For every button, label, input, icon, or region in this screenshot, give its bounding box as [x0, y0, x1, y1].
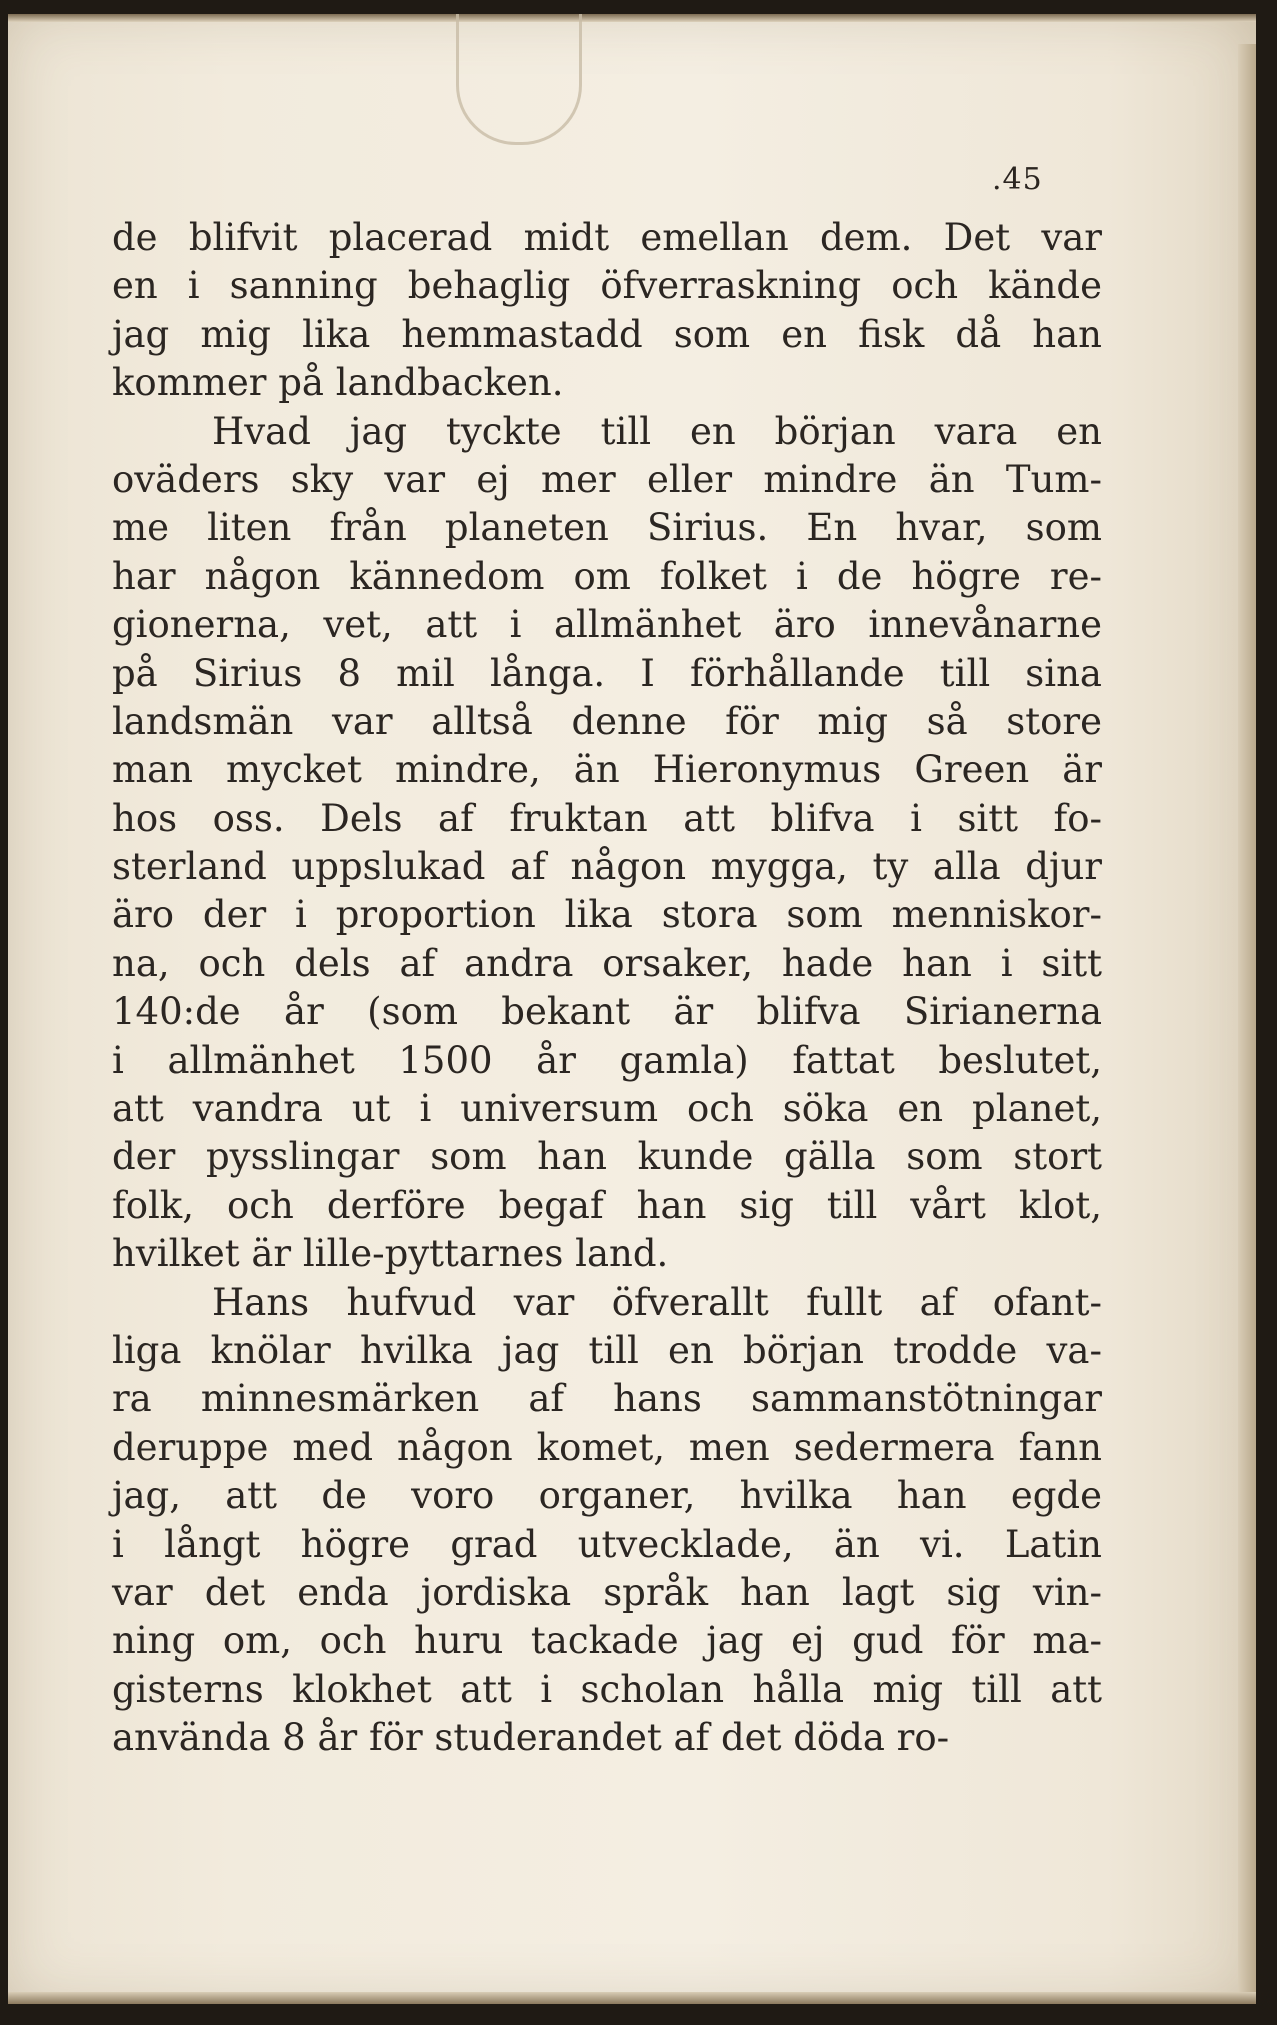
text-line: gionerna, vet, att i allmänhet äro innevånarne — [112, 603, 1102, 647]
text-line: sterland uppslukad af någon mygga, ty alla djur — [112, 845, 1102, 889]
text-line: man mycket mindre, än Hieronymus Green är — [112, 748, 1102, 792]
text-line: 140:de år (som bekant är blifva Sirianerna — [112, 990, 1102, 1034]
body-text — [112, 214, 1102, 1763]
text-line: äro der i proportion lika stora som menniskor- — [112, 893, 1102, 937]
text-line: har någon kännedom om folket i de högre re- — [112, 554, 1102, 598]
text-line: i långt högre grad utvecklade, än vi. Latin — [112, 1522, 1102, 1566]
text-line: na, och dels af andra orsaker, hade han i sitt — [112, 941, 1102, 985]
text-line: jag, att de voro organer, hvilka han egde — [112, 1474, 1102, 1518]
text-line: der pysslingar som han kunde gälla som stort — [112, 1135, 1102, 1179]
page-top-edge — [8, 14, 1256, 22]
text-line: använda 8 år för studerandet af det döda ro- — [112, 1716, 950, 1760]
book-page — [8, 14, 1256, 2004]
text-line: de blifvit placerad midt emellan dem. Det var — [112, 216, 1102, 259]
text-line: hos oss. Dels af fruktan att blifva i sitt fo- — [112, 796, 1102, 840]
text-line: me liten från planeten Sirius. En hvar, som — [112, 506, 1102, 550]
text-line: landsmän var alltså denne för mig så store — [112, 699, 1102, 743]
text-line: folk, och derföre begaf han sig till vårt klot, — [112, 1183, 1102, 1227]
text-line: Hans hufvud var öfverallt fullt af ofant- — [212, 1280, 1102, 1324]
text-line: liga knölar hvilka jag till en början trodde va- — [112, 1328, 1102, 1372]
text-line: Hvad jag tyckte till en början vara en — [212, 409, 1102, 453]
binding-clip-mark — [456, 14, 582, 145]
page-bottom-edge — [8, 1992, 1256, 2004]
page-right-edge — [1238, 44, 1256, 1994]
text-line: en i sanning behaglig öfverraskning och kände — [112, 264, 1102, 308]
text-line: i allmänhet 1500 år gamla) fattat beslutet, — [112, 1038, 1102, 1082]
text-line: ning om, och huru tackade jag ej gud för ma- — [112, 1619, 1102, 1663]
text-line: oväders sky var ej mer eller mindre än Tum- — [112, 457, 1102, 501]
text-line: deruppe med någon komet, men sedermera fann — [112, 1425, 1102, 1469]
text-line: var det enda jordiska språk han lagt sig vin- — [112, 1570, 1102, 1614]
text-line: gisterns klokhet att i scholan hålla mig till att — [112, 1667, 1102, 1711]
text-line: jag mig lika hemmastadd som en fisk då han — [112, 312, 1102, 356]
text-line: ra minnesmärken af hans sammanstötningar — [112, 1377, 1102, 1421]
page-number: .45 — [992, 162, 1043, 197]
text-line: kommer på landbacken. — [112, 361, 564, 405]
text-line: på Sirius 8 mil långa. I förhållande till sina — [112, 651, 1102, 695]
text-line: hvilket är lille-pyttarnes land. — [112, 1232, 669, 1276]
text-line: att vandra ut i universum och söka en planet, — [112, 1087, 1102, 1131]
